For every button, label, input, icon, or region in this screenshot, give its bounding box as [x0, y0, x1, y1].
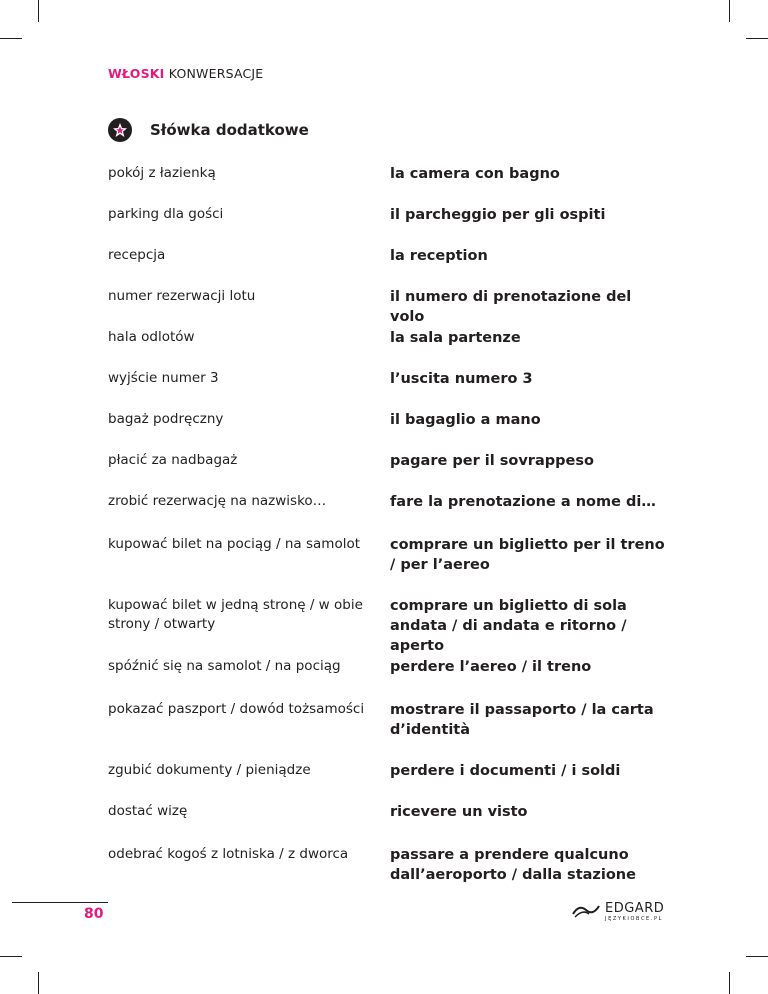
- crop-mark: [746, 38, 768, 39]
- polish-term: pokój z łazienką: [108, 165, 216, 181]
- crop-mark: [38, 0, 39, 22]
- polish-term: odebrać kogoś z lotniska / z dworca: [108, 846, 349, 862]
- italian-term: il bagaglio a mano: [390, 412, 541, 428]
- polish-term: hala odlotów: [108, 329, 195, 345]
- header-language: WŁOSKI: [108, 66, 165, 81]
- italian-term: perdere i documenti / i soldi: [390, 763, 621, 779]
- italian-term: fare la prenotazione a nome di…: [390, 494, 656, 510]
- logo-mark-icon: [571, 900, 601, 924]
- crop-mark: [0, 38, 22, 39]
- crop-mark: [729, 972, 730, 994]
- section-heading: [108, 118, 309, 142]
- italian-term: la sala partenze: [390, 330, 521, 346]
- crop-mark: [729, 0, 730, 22]
- brand-subtitle: JĘZYKIOBCE.PL: [605, 916, 663, 922]
- italian-term: la camera con bagno: [390, 166, 560, 182]
- publisher-logo: [571, 900, 664, 924]
- polish-term: płacić za nadbagaż: [108, 452, 238, 468]
- polish-term: recepcja: [108, 247, 166, 263]
- italian-term: mostrare il passaporto / la carta d’identità: [390, 702, 654, 738]
- polish-term: numer rezerwacji lotu: [108, 288, 256, 304]
- italian-term: l’uscita numero 3: [390, 371, 533, 387]
- polish-term: parking dla gości: [108, 206, 224, 222]
- crop-mark: [746, 956, 768, 957]
- crop-mark: [38, 972, 39, 994]
- polish-term: wyjście numer 3: [108, 370, 219, 386]
- italian-term: passare a prendere qualcuno dall’aeroporto / dalla stazione: [390, 847, 636, 883]
- italian-term: comprare un biglietto per il treno / per l’aereo: [390, 537, 665, 573]
- polish-term: pokazać paszport / dowód tożsamości: [108, 701, 365, 717]
- italian-term: comprare un biglietto di sola andata / di andata e ritorno / aperto: [390, 598, 627, 654]
- polish-term: zrobić rezerwację na nazwisko…: [108, 493, 327, 509]
- italian-term: la reception: [390, 248, 488, 264]
- crop-mark: [0, 956, 22, 957]
- header-section: KONWERSACJE: [168, 66, 264, 81]
- italian-term: il numero di prenotazione del volo: [390, 289, 632, 325]
- polish-term: kupować bilet w jedną stronę / w obie strony / otwarty: [108, 597, 363, 632]
- italian-term: pagare per il sovrappeso: [390, 453, 594, 469]
- footer-divider: [12, 902, 108, 903]
- star-icon: [108, 118, 132, 142]
- running-header: [108, 66, 263, 81]
- italian-term: il parcheggio per gli ospiti: [390, 207, 606, 223]
- polish-term: zgubić dokumenty / pieniądze: [108, 762, 311, 778]
- brand-name: EDGARD: [605, 901, 665, 916]
- polish-term: dostać wizę: [108, 803, 188, 819]
- italian-term: perdere l’aereo / il treno: [390, 659, 592, 675]
- polish-term: kupować bilet na pociąg / na samolot: [108, 536, 361, 552]
- polish-term: bagaż podręczny: [108, 411, 224, 427]
- section-title: Słówka dodatkowe: [150, 121, 309, 139]
- italian-term: ricevere un visto: [390, 804, 528, 820]
- polish-term: spóźnić się na samolot / na pociąg: [108, 658, 341, 674]
- page-number: 80: [84, 906, 104, 922]
